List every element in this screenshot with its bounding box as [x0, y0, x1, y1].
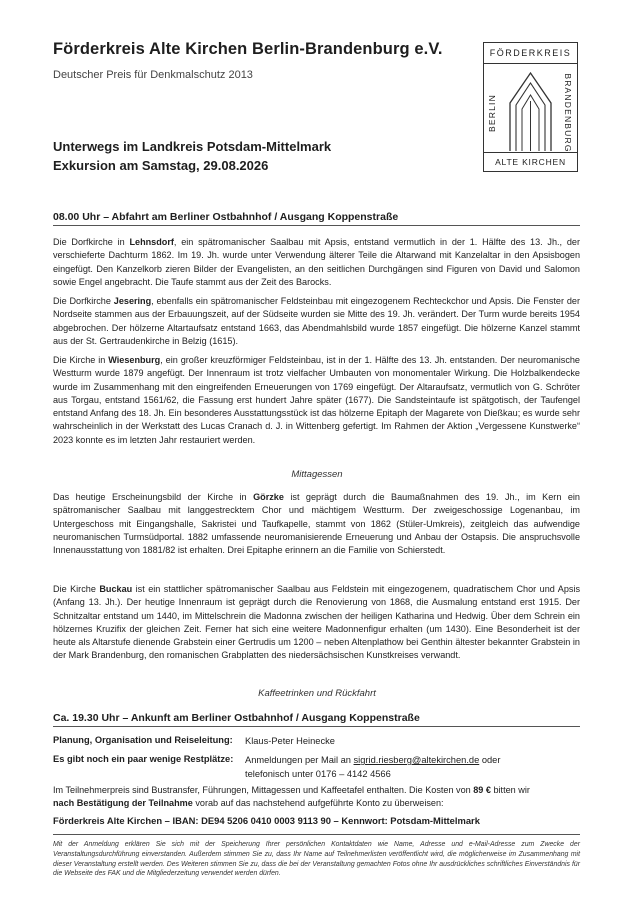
seats-label: Es gibt noch ein paar wenige Restplätze: [53, 754, 234, 764]
logo-right-text: BRANDENBURG [563, 73, 573, 153]
price-amount: 89 € [473, 785, 491, 795]
logo-bottom-text: ALTE KIRCHEN [484, 152, 577, 171]
trip-title-line2: Exkursion am Samstag, 29.08.2026 [53, 158, 269, 173]
church-paragraph: Das heutige Erscheinungsbild der Kirche in Görzke ist geprägt durch die Baumaßnahmen des 19. Jh., im Kern ein spätromanischer Saalbau mit langgestrecktem Chor und mächtigem Westturm. Der zweigeschossige Logenanbau, im Untergeschoss mit Eingangshalle, Sakristei und Taufkapelle, stammt von 1862 (Stüler-Umkreis), zeitgleich das aufwendige neuromanischen Turmsüdportal. 1882 umfassende neuromanisierende Erneuerung und Anbau der Ostapsis. Die anspruchsvolle Innenausstattung von 1881/82 ist erhalten. Drei Epitaphe erinnern an die Familie von Schierstedt. [53, 492, 580, 556]
price-paragraph: Im Teilnehmerpreis sind Bustransfer, Führungen, Mittagessen und Kaffeetafel enthalten. Die Kosten von 89 € bitten wir nach Bestätigung der Teilnahme vorab auf das nachstehend aufgeführte Konto zu überweisen: [53, 785, 530, 809]
trip-title-line1: Unterwegs im Landkreis Potsdam-Mittelmark [53, 139, 332, 154]
arrival-heading: Ca. 19.30 Uhr – Ankunft am Berliner Ostbahnhof / Ausgang Koppenstraße [53, 712, 420, 724]
church-icon [502, 67, 559, 151]
church-paragraph: Die Kirche Buckau ist ein stattlicher spätromanischer Saalbau aus Feldstein mit eingezogenem, quadratischem Chor und Apsis (Anfang 13. Jh.). Der heutige Innenraum ist geprägt durch die Renovierung von 1868, die Ausmalung entstand erst 1915. Der Schnitzaltar entstand um 1440, im Mittelschrein die Madonna zwischen der heiligen Katharina und Hedwig. Über dem Schrein ein hölzernes Kruzifix der gleichen Zeit. Ferner hat sich eine weitere Madonnenfigur erhalten (um 1430). Eine Besonderheit ist der heute als Altarstufe dienende Grabstein einer Gertrudis um 1200 – neben Altenplathow bei Genthin ältester bekannter Grabstein in der Mark Brandenburg, den romanischen Grabplatten des niedersächsischen Kunstkreises verwandt. [53, 584, 581, 661]
email-link[interactable]: sigrid.riesberg@altekirchen.de [353, 755, 480, 765]
church-paragraph: Die Dorfkirche in Lehnsdorf, ein spätromanischer Saalbau mit Apsis, entstand vermutlich in der 1. Hälfte des 13. Jh., der verschieferte Dachturm 1862. Im 19. Jh. wurde unter Verwendung älterer Teile die Altarwand mit Kanzelaltar in den Apsisbogen eingefügt. Den Kanzelkorb zieren Bilder der Evangelisten, an den seitlichen Durchgängen sind Figuren von David und Salomon sowie Engel angebracht. Die Taufe stammt aus der Zeit des Barocks. [53, 237, 580, 287]
logo-top-text: FÖRDERKREIS [484, 43, 577, 64]
coffee-note: Kaffeetrinken und Rückfahrt [258, 688, 376, 699]
logo-left-text: BERLIN [487, 94, 497, 132]
church-name: Jesering [113, 296, 152, 306]
church-paragraph: Die Dorfkirche Jesering, ebenfalls ein spätromanischer Feldsteinbau mit eingezogenem Rechteckchor und Apsis. Die Fenster der Nordseite stammen aus der Erbauungszeit, auf der Südseite wurden sie Mitte des 19. Jh. verändert. Der Turm wurde bereits 1954 abgebrochen. Der hölzerne Altartaufsatz entstand 1663, das Abendmahlsbild wurde 1857 eingefügt. Die hölzerne Kanzel stammt aus der St. Gertraudenkirche in Belzig (1615). [53, 296, 581, 346]
logo [483, 42, 578, 172]
church-name: Görzke [253, 492, 284, 502]
privacy-footer: Mit der Anmeldung erklären Sie sich mit der Speicherung Ihrer persönlichen Kontaktdaten wie Name, Adresse und e-Mail-Adresse zum Zwecke der Veranstaltungsdurchführung einverstanden. Außerdem stimmen Sie zu, dass Ihr Name auf Teilnehmerlisten veröffentlicht wird, die möglicherweise im Zusammenhang mit dieser Veranstaltung erstellt werden. Des Weiteren stimmen Sie zu, dass die bei der Veranstaltung gemachten Fotos ohne Ihr ausdrückliches schriftliches Einverständnis für die Webseite des FAK und die Mitgliederzeitung verwendet werden dürfen. [53, 841, 580, 878]
divider [53, 225, 580, 226]
organization-name: Förderkreis Alte Kirchen Berlin-Brandenburg e.V. [53, 40, 443, 58]
lunch-note: Mittagessen [291, 469, 343, 480]
church-name: Buckau [99, 584, 133, 594]
registration-info: Anmeldungen per Mail an sigrid.riesberg@altekirchen.de oder telefonisch unter 0176 – 4142 4566 [245, 754, 500, 781]
church-name: Wiesenburg [108, 355, 161, 365]
trip-title [53, 137, 331, 175]
bank-account: Förderkreis Alte Kirchen – IBAN: DE94 5206 0410 0003 9113 90 – Kennwort: Potsdam-Mittelmark [53, 815, 480, 826]
phone-info: telefonisch unter 0176 – 4142 4566 [245, 768, 391, 779]
organization-label: Planung, Organisation und Reiseleitung: [53, 735, 233, 745]
divider [53, 834, 580, 835]
departure-heading: 08.00 Uhr – Abfahrt am Berliner Ostbahnhof / Ausgang Koppenstraße [53, 211, 399, 223]
award-line: Deutscher Preis für Denkmalschutz 2013 [53, 69, 253, 81]
divider [53, 726, 580, 727]
organizer-name: Klaus-Peter Heinecke [245, 736, 335, 746]
church-name: Lehnsdorf [129, 237, 174, 247]
church-paragraph: Die Kirche in Wiesenburg, ein großer kreuzförmiger Feldsteinbau, ist in der 1. Hälfte des 13. Jh. entstanden. Der neuromanische Westturm wurde 1879 angefügt. Der Innenraum ist trotz vielfacher Umbauten von monomentaler Wirkung. Die Holzbalkendecke wurde im Zusammenhang mit den eingreifenden Erneuerungen von 1769 eingefügt. Der Altaraufsatz, vermutlich von G. Schröter aus Torgau, entstand 1561/62, die Fassung erst hundert Jahre später (1677). Die Sandsteintaufe ist spätgotisch, der Taufengel entstand Anfang des 18. Jh. Ein besonderes Ausstattungsstück ist das hölzerne Epitaph der Magarete von Dießkau; es wurde sehr wahrscheinlich in der Werkstatt des Lucas Cranach d. J. in Wittenberg gefertigt. Im Rahmen der Aktion „Vergessene Kunstwerke“ 2023 konnte es im letzten Jahr restauriert werden. [53, 355, 580, 445]
